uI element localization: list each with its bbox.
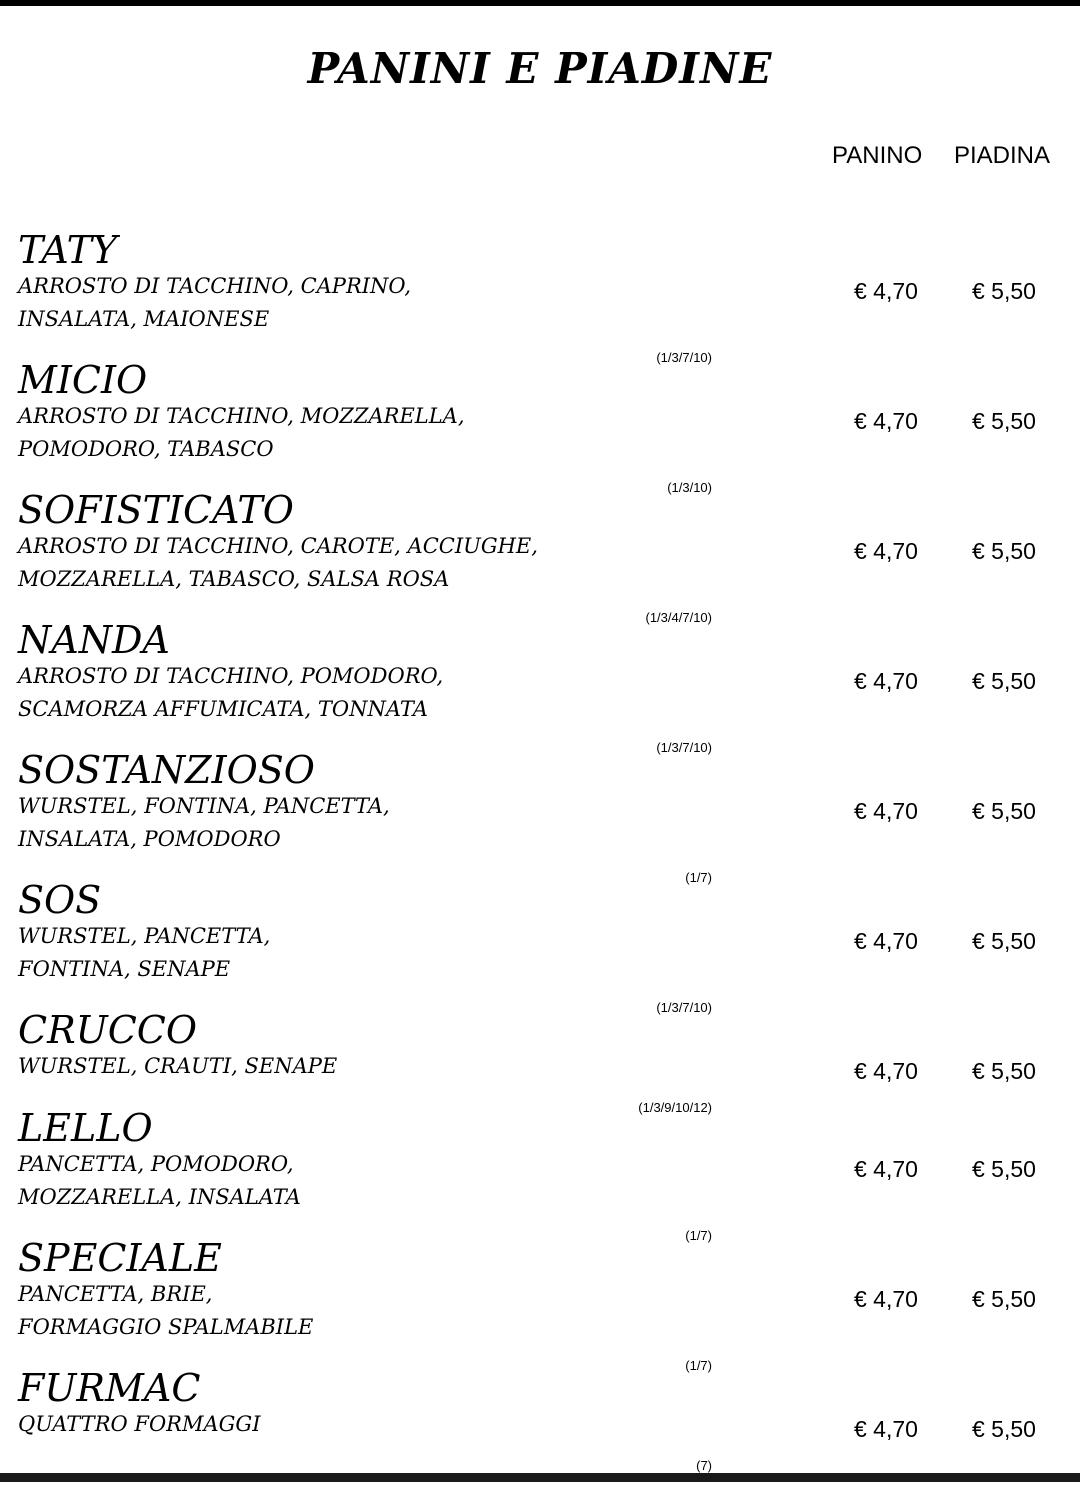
allergen-codes: (1/3/4/7/10) (645, 610, 712, 625)
allergen-codes: (1/7) (685, 1358, 712, 1373)
item-name: TATY (18, 228, 118, 272)
item-description (18, 270, 411, 336)
price-piadina: € 5,50 (972, 408, 1036, 434)
price-piadina: € 5,50 (972, 1058, 1036, 1084)
description-line: SCAMORZA AFFUMICATA, TONNATA (18, 697, 428, 721)
price-piadina: € 5,50 (972, 278, 1036, 304)
item-name: SOSTANZIOSO (18, 748, 315, 792)
menu-item (0, 488, 1080, 628)
menu-item (0, 1236, 1080, 1376)
description-line: WURSTEL, CRAUTI, SENAPE (18, 1054, 338, 1078)
allergen-codes: (1/3/9/10/12) (638, 1100, 712, 1115)
price-piadina: € 5,50 (972, 668, 1036, 694)
description-line: PANCETTA, BRIE, (18, 1282, 213, 1306)
allergen-codes: (1/7) (685, 870, 712, 885)
description-line: INSALATA, POMODORO (18, 827, 281, 851)
description-line: QUATTRO FORMAGGI (18, 1412, 261, 1436)
price-panino: € 4,70 (854, 1416, 918, 1442)
price-panino: € 4,70 (854, 668, 918, 694)
item-description (18, 790, 390, 856)
column-header-panino: PANINO (832, 142, 923, 169)
item-name: CRUCCO (18, 1008, 198, 1052)
description-line: POMODORO, TABASCO (18, 437, 274, 461)
top-border (0, 0, 1080, 6)
item-description (18, 530, 538, 596)
item-description (18, 400, 465, 466)
description-line: MOZZARELLA, TABASCO, SALSA ROSA (18, 567, 450, 591)
item-description (18, 920, 270, 986)
price-piadina: € 5,50 (972, 1416, 1036, 1442)
description-line: ARROSTO DI TACCHINO, CAROTE, ACCIUGHE, (18, 534, 538, 558)
item-description (18, 1148, 301, 1214)
item-name: LELLO (18, 1106, 153, 1150)
description-line: WURSTEL, PANCETTA, (18, 924, 271, 948)
price-panino: € 4,70 (854, 1058, 918, 1084)
description-line: ARROSTO DI TACCHINO, MOZZARELLA, (18, 404, 465, 428)
price-piadina: € 5,50 (972, 798, 1036, 824)
allergen-codes: (1/3/7/10) (656, 1000, 712, 1015)
price-panino: € 4,70 (854, 1156, 918, 1182)
menu-item (0, 748, 1080, 888)
menu-item (0, 228, 1080, 368)
description-line: WURSTEL, FONTINA, PANCETTA, (18, 794, 390, 818)
item-description (18, 660, 443, 726)
item-name: SOS (18, 878, 102, 922)
allergen-codes: (1/7) (685, 1228, 712, 1243)
price-piadina: € 5,50 (972, 928, 1036, 954)
item-name: FURMAC (18, 1366, 201, 1410)
allergen-codes: (1/3/7/10) (656, 740, 712, 755)
price-piadina: € 5,50 (972, 1286, 1036, 1312)
price-panino: € 4,70 (854, 408, 918, 434)
description-line: INSALATA, MAIONESE (18, 307, 270, 331)
price-panino: € 4,70 (854, 928, 918, 954)
item-description (18, 1278, 313, 1344)
price-piadina: € 5,50 (972, 1156, 1036, 1182)
allergen-codes: (1/3/7/10) (656, 350, 712, 365)
description-line: PANCETTA, POMODORO, (18, 1152, 294, 1176)
description-line: ARROSTO DI TACCHINO, POMODORO, (18, 664, 444, 688)
menu-item (0, 878, 1080, 1018)
menu-item (0, 1366, 1080, 1506)
item-description (18, 1050, 337, 1083)
item-name: SPECIALE (18, 1236, 222, 1280)
description-line: ARROSTO DI TACCHINO, CAPRINO, (18, 274, 412, 298)
bottom-border (0, 1473, 1080, 1482)
price-panino: € 4,70 (854, 798, 918, 824)
item-name: NANDA (18, 618, 170, 662)
price-panino: € 4,70 (854, 538, 918, 564)
description-line: FONTINA, SENAPE (18, 957, 231, 981)
item-description (18, 1408, 261, 1441)
description-line: MOZZARELLA, INSALATA (18, 1185, 301, 1209)
page-title: PANINI E PIADINE (307, 44, 773, 93)
menu-item (0, 618, 1080, 758)
price-piadina: € 5,50 (972, 538, 1036, 564)
allergen-codes: (7) (696, 1458, 712, 1473)
item-name: SOFISTICATO (18, 488, 294, 532)
price-panino: € 4,70 (854, 278, 918, 304)
description-line: FORMAGGIO SPALMABILE (18, 1315, 314, 1339)
price-panino: € 4,70 (854, 1286, 918, 1312)
item-name: MICIO (18, 358, 148, 402)
allergen-codes: (1/3/10) (667, 480, 712, 495)
column-header-piadina: PIADINA (954, 142, 1051, 169)
menu-item (0, 358, 1080, 498)
